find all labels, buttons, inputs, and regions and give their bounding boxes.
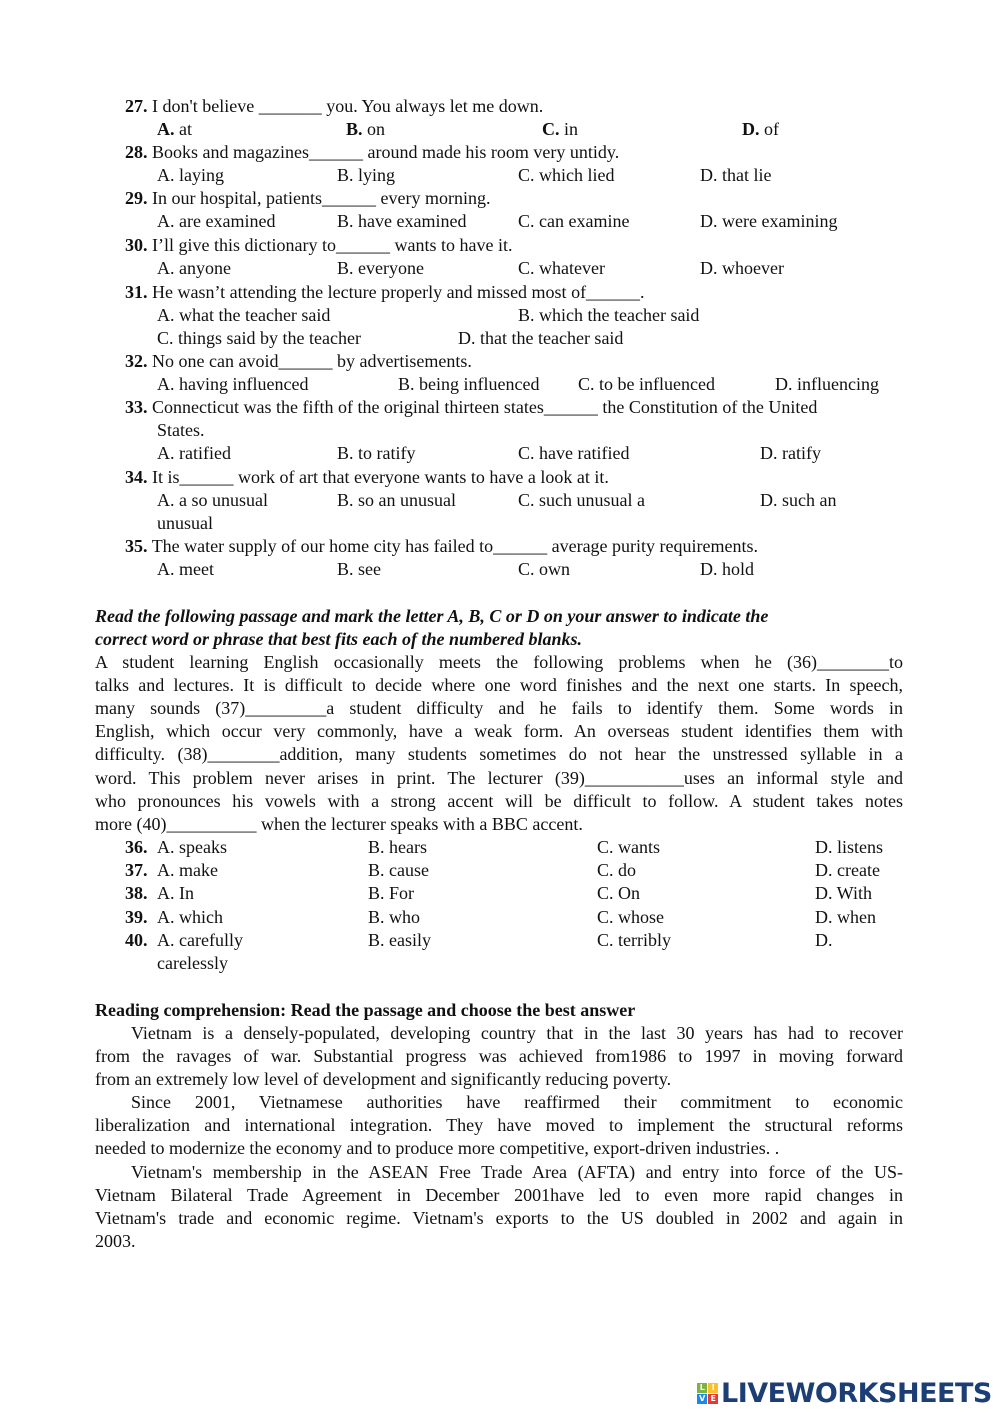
question-number: 31. bbox=[125, 282, 148, 302]
question-text: Books and magazines______ around made his room very untidy. bbox=[152, 142, 620, 162]
option-d[interactable]: D. With bbox=[815, 883, 872, 903]
option-b[interactable]: B. to ratify bbox=[337, 443, 416, 463]
option-a[interactable]: A. make bbox=[157, 860, 218, 880]
question-number: 29. bbox=[125, 188, 148, 208]
option-d[interactable]: D. when bbox=[815, 907, 876, 927]
option-a[interactable]: A. speaks bbox=[157, 837, 227, 857]
passage-line: word. This problem never arises in print. The lecturer (39)___________uses an informal style and bbox=[95, 768, 903, 788]
passage-line: talks and lectures. It is difficult to decide where one word finishes and the next one starts. In speech, bbox=[95, 675, 903, 695]
option-a[interactable]: A. a so unusual bbox=[157, 490, 268, 510]
question-number: 28. bbox=[125, 142, 148, 162]
option-d[interactable]: D. whoever bbox=[700, 258, 784, 278]
option-a[interactable]: A. ratified bbox=[157, 443, 231, 463]
option-c[interactable]: C. whatever bbox=[518, 258, 605, 278]
option-b[interactable]: B. who bbox=[368, 907, 421, 927]
option-d[interactable]: D. influencing bbox=[775, 374, 879, 394]
option-letter: D. bbox=[742, 119, 760, 139]
option-c[interactable]: C. such unusual a bbox=[518, 490, 645, 510]
option-text: of bbox=[764, 119, 779, 139]
passage-line: English, which occur very commonly, have a weak form. An overseas student identifies them with bbox=[95, 721, 903, 741]
logo-tile: I bbox=[708, 1383, 718, 1393]
option-c[interactable]: C. have ratified bbox=[518, 443, 630, 463]
reading-line: 2003. bbox=[95, 1231, 136, 1251]
option-b[interactable]: B. being influenced bbox=[398, 374, 540, 394]
question-text: In our hospital, patients______ every morning. bbox=[152, 188, 491, 208]
option-letter: C. bbox=[542, 119, 560, 139]
question-28 bbox=[125, 141, 619, 163]
passage-line: many sounds (37)_________a student difficulty and he fails to identify them. Some words in bbox=[95, 698, 903, 718]
question-29 bbox=[125, 187, 490, 209]
option-a[interactable]: A. are examined bbox=[157, 211, 276, 231]
option-c[interactable]: C. things said by the teacher bbox=[157, 328, 361, 348]
option-b[interactable]: B. which the teacher said bbox=[518, 305, 700, 325]
option-d[interactable] bbox=[742, 118, 779, 140]
question-text: The water supply of our home city has failed to______ average purity requirements. bbox=[151, 536, 759, 556]
option-b[interactable]: B. so an unusual bbox=[337, 490, 456, 510]
question-33 bbox=[125, 396, 817, 418]
option-a[interactable]: A. meet bbox=[157, 559, 214, 579]
question-text-continued: States. bbox=[157, 420, 205, 440]
cloze-instruction: Read the following passage and mark the letter A, B, C or D on your answer to indicate the bbox=[95, 606, 769, 626]
option-text: at bbox=[179, 119, 192, 139]
reading-line: needed to modernize the economy and to produce more competitive, export-driven industries. . bbox=[95, 1138, 780, 1158]
question-27 bbox=[125, 95, 543, 117]
option-a[interactable]: A. carefully bbox=[157, 930, 243, 950]
answer-number: 39. bbox=[125, 907, 148, 927]
option-d[interactable]: D. that the teacher said bbox=[458, 328, 624, 348]
reading-line: from an extremely low level of development and significantly reducing poverty. bbox=[95, 1069, 672, 1089]
option-letter: A. bbox=[157, 119, 175, 139]
question-number: 32. bbox=[125, 351, 148, 371]
passage-line: more (40)__________ when the lecturer speaks with a BBC accent. bbox=[95, 814, 583, 834]
option-b[interactable]: B. lying bbox=[337, 165, 396, 185]
option-c[interactable]: C. can examine bbox=[518, 211, 630, 231]
option-a[interactable] bbox=[157, 118, 192, 140]
question-35 bbox=[125, 535, 758, 557]
option-a[interactable]: A. laying bbox=[157, 165, 224, 185]
option-d[interactable]: D. create bbox=[815, 860, 880, 880]
reading-line: Vietnam Bilateral Trade Agreement in December 2001have led to even more rapid changes in bbox=[95, 1185, 903, 1205]
passage-line: difficulty. (38)________addition, many students sometimes do not hear the unstressed syllable in a bbox=[95, 744, 903, 764]
option-d-continued[interactable]: carelessly bbox=[157, 953, 228, 973]
option-b[interactable]: B. cause bbox=[368, 860, 429, 880]
option-a[interactable]: A. In bbox=[157, 883, 194, 903]
option-d[interactable]: D. listens bbox=[815, 837, 884, 857]
answer-number: 36. bbox=[125, 837, 148, 857]
option-b[interactable]: B. For bbox=[368, 883, 415, 903]
liveworksheets-logo bbox=[697, 1378, 992, 1409]
reading-line: Vietnam's membership in the ASEAN Free Trade Area (AFTA) and entry into force of the US- bbox=[131, 1162, 903, 1182]
question-text: I’ll give this dictionary to______ wants to have it. bbox=[152, 235, 513, 255]
option-d[interactable]: D. hold bbox=[700, 559, 754, 579]
option-letter: B. bbox=[346, 119, 363, 139]
reading-line: Since 2001, Vietnamese authorities have reaffirmed their commitment to economic bbox=[131, 1092, 903, 1112]
option-d[interactable]: D. were examining bbox=[700, 211, 838, 231]
option-d[interactable]: D. ratify bbox=[760, 443, 821, 463]
passage-line: A student learning English occasionally meets the following problems when he (36)________to bbox=[95, 652, 903, 672]
question-text: Connecticut was the fifth of the original thirteen states______ the Constitution of the United bbox=[152, 397, 818, 417]
question-30 bbox=[125, 234, 512, 256]
question-text: It is______ work of art that everyone wants to have a look at it. bbox=[152, 467, 609, 487]
question-number: 27. bbox=[125, 96, 148, 116]
logo-tile: E bbox=[708, 1394, 718, 1404]
logo-tiles-icon bbox=[697, 1383, 718, 1404]
option-d-continued[interactable]: unusual bbox=[157, 513, 213, 533]
question-number: 33. bbox=[125, 397, 148, 417]
answer-number: 37. bbox=[125, 860, 148, 880]
answer-number: 40. bbox=[125, 930, 148, 950]
option-c[interactable]: C. whose bbox=[597, 907, 664, 927]
question-32 bbox=[125, 350, 472, 372]
option-a[interactable]: A. which bbox=[157, 907, 223, 927]
reading-line: liberalization and international integration. They have moved to implement the structural reforms bbox=[95, 1115, 903, 1135]
reading-heading: Reading comprehension: Read the passage and choose the best answer bbox=[95, 1000, 636, 1020]
option-c[interactable]: C. terribly bbox=[597, 930, 671, 950]
option-a[interactable]: A. what the teacher said bbox=[157, 305, 331, 325]
option-c[interactable]: C. On bbox=[597, 883, 641, 903]
option-d[interactable]: D. bbox=[815, 930, 833, 950]
option-b[interactable]: B. hears bbox=[368, 837, 427, 857]
question-34 bbox=[125, 466, 609, 488]
cloze-instruction: correct word or phrase that best fits each of the numbered blanks. bbox=[95, 629, 583, 649]
option-c[interactable]: C. own bbox=[518, 559, 571, 579]
option-b[interactable]: B. everyone bbox=[337, 258, 424, 278]
option-d[interactable]: D. that lie bbox=[700, 165, 772, 185]
option-c[interactable]: C. wants bbox=[597, 837, 660, 857]
reading-line: Vietnam is a densely-populated, developing country that in the last 30 years has had to recover bbox=[131, 1023, 903, 1043]
answer-number: 38. bbox=[125, 883, 148, 903]
option-a[interactable]: A. having influenced bbox=[157, 374, 309, 394]
question-number: 35. bbox=[125, 536, 148, 556]
logo-tile: V bbox=[697, 1394, 707, 1404]
question-number: 34. bbox=[125, 467, 148, 487]
option-c[interactable]: C. to be influenced bbox=[578, 374, 715, 394]
option-b[interactable] bbox=[346, 118, 385, 140]
option-b[interactable]: B. easily bbox=[368, 930, 431, 950]
question-number: 30. bbox=[125, 235, 148, 255]
option-b[interactable]: B. see bbox=[337, 559, 381, 579]
question-text: He wasn’t attending the lecture properly and missed most of______. bbox=[152, 282, 645, 302]
option-a[interactable]: A. anyone bbox=[157, 258, 231, 278]
option-text: in bbox=[564, 119, 579, 139]
reading-line: Vietnam's trade and economic regime. Vietnam's exports to the US doubled in 2002 and again in bbox=[95, 1208, 903, 1228]
question-text: No one can avoid______ by advertisements. bbox=[152, 351, 472, 371]
option-c[interactable]: C. do bbox=[597, 860, 637, 880]
reading-line: from the ravages of war. Substantial progress was achieved from1986 to 1997 in moving forward bbox=[95, 1046, 903, 1066]
option-d[interactable]: D. such an bbox=[760, 490, 837, 510]
option-text: on bbox=[367, 119, 386, 139]
passage-line: who pronounces his vowels with a strong accent will be difficult to follow. A student takes notes bbox=[95, 791, 903, 811]
logo-tile: L bbox=[697, 1383, 707, 1393]
logo-text: LIVEWORKSHEETS bbox=[721, 1378, 992, 1409]
option-c[interactable] bbox=[542, 118, 578, 140]
question-31 bbox=[125, 281, 645, 303]
option-c[interactable]: C. which lied bbox=[518, 165, 615, 185]
option-b[interactable]: B. have examined bbox=[337, 211, 467, 231]
question-text: I don't believe _______ you. You always let me down. bbox=[152, 96, 544, 116]
